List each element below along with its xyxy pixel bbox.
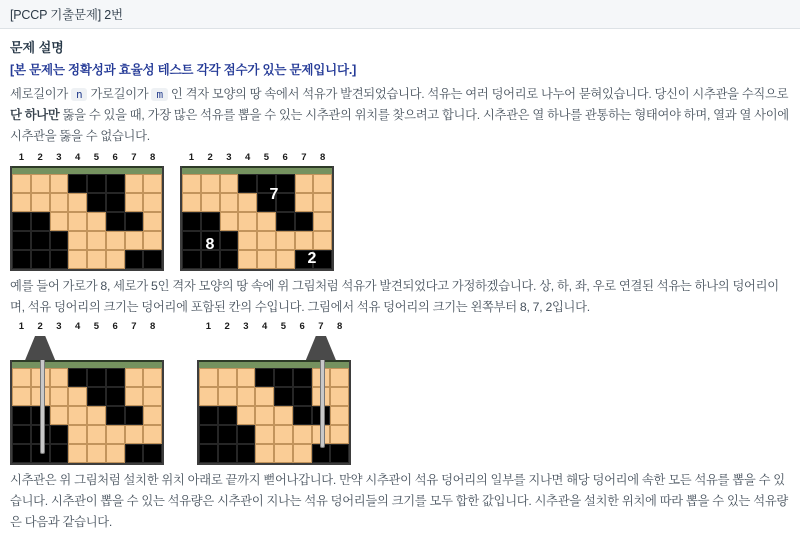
derrick-zone (197, 335, 351, 360)
oil-grid-labeled (180, 152, 334, 271)
soil-cell (182, 193, 201, 212)
soil-cell (201, 193, 220, 212)
soil-cell (255, 444, 274, 463)
oil-cell (31, 212, 50, 231)
soil-cell (31, 193, 50, 212)
example-paragraph: 예를 들어 가로가 8, 세로가 5인 격자 모양의 땅 속에 위 그림처럼 석유가 발견되었다고 가정하겠습니다. 상, 하, 좌, 우로 연결된 석유는 하나의 덩어리이며, 석유 덩어리의 크기는 덩어리에 포함된 칸의 수입니다. 그림에서 석유 덩어리의 크기는 왼쪽부터 8, 7, 2입니다. (10, 279, 779, 314)
soil-cell (293, 444, 312, 463)
text-run: 인 격자 모양의 땅 속에서 석유가 발견되었습니다. 석유는 여러 덩어리로 나누어 묻혀있습니다. 당신이 시추관을 수직으로 (167, 87, 789, 101)
oil-grid-drill-col7 (197, 321, 351, 465)
soil-cell (274, 444, 293, 463)
soil-cell (237, 368, 256, 387)
oil-cell (87, 174, 106, 193)
soil-cell (125, 387, 144, 406)
deposit-size-label: 8 (205, 236, 215, 253)
derrick-zone (10, 335, 164, 360)
oil-cell (68, 368, 87, 387)
soil-cell (201, 174, 220, 193)
ground-surface-bar (12, 360, 162, 368)
soil-cell (12, 368, 31, 387)
soil-cell (50, 368, 69, 387)
oil-cell (182, 231, 201, 250)
oil-cell (87, 387, 106, 406)
column-number-label: 7 (131, 152, 137, 163)
oil-cell (143, 250, 162, 269)
soil-cell (50, 406, 69, 425)
oil-cell (182, 212, 201, 231)
column-number-label: 2 (207, 152, 213, 163)
soil-cell (276, 250, 295, 269)
soil-cell (313, 193, 332, 212)
column-number-label: 6 (112, 321, 118, 332)
grid-body (197, 360, 351, 465)
deposit-size-label: 7 (269, 186, 279, 203)
soil-cell (220, 174, 239, 193)
soil-cell (238, 193, 257, 212)
soil-cell (143, 387, 162, 406)
oil-cell (274, 387, 293, 406)
soil-cell (125, 174, 144, 193)
oil-grid-plain (10, 152, 164, 271)
oil-cell (199, 406, 218, 425)
text-run: 가로길이가 (87, 87, 152, 101)
oil-cell (293, 406, 312, 425)
soil-cell (68, 250, 87, 269)
ground-surface-bar (12, 166, 162, 174)
column-number-label: 4 (261, 321, 268, 332)
column-number-label: 8 (319, 152, 326, 163)
column-number-label: 5 (280, 321, 287, 332)
figure-drill-grids (10, 321, 790, 465)
oil-cell (330, 444, 349, 463)
soil-cell (143, 406, 162, 425)
drill-pipe-icon (40, 354, 45, 454)
soil-cell (50, 387, 69, 406)
titlebar (0, 0, 800, 29)
oil-cell (50, 444, 69, 463)
column-number-label: 1 (188, 152, 195, 163)
scoring-notice: [본 문제는 정확성과 효율성 테스트 각각 점수가 있는 문제입니다.] (10, 63, 357, 77)
oil-cell (106, 406, 125, 425)
column-number-label: 7 (318, 321, 324, 332)
oil-cell (12, 212, 31, 231)
column-number-label: 7 (301, 152, 307, 163)
soil-cell (68, 387, 87, 406)
soil-cell (255, 406, 274, 425)
column-numbers (180, 152, 334, 164)
soil-cell (87, 425, 106, 444)
soil-cell (255, 387, 274, 406)
soil-cell (125, 193, 144, 212)
soil-cell (238, 231, 257, 250)
soil-cell (68, 425, 87, 444)
oil-cell (12, 250, 31, 269)
oil-cell (255, 368, 274, 387)
oil-cell (12, 406, 31, 425)
soil-cell (87, 231, 106, 250)
oil-cell (68, 174, 87, 193)
oil-cell (106, 193, 125, 212)
soil-cell (293, 425, 312, 444)
soil-cell (125, 425, 144, 444)
column-number-label: 6 (299, 321, 305, 332)
soil-cell (125, 368, 144, 387)
soil-cell (313, 174, 332, 193)
cells-area (12, 174, 162, 269)
column-number-label: 6 (112, 152, 118, 163)
column-number-label: 2 (37, 152, 43, 163)
soil-cell (87, 444, 106, 463)
soil-cell (106, 425, 125, 444)
column-number-label: 3 (56, 321, 62, 332)
oil-cell (201, 212, 220, 231)
oil-cell (199, 425, 218, 444)
cells-area (182, 174, 332, 269)
soil-cell (330, 368, 349, 387)
oil-cell (276, 212, 295, 231)
drill-paragraph: 시추관은 위 그림처럼 설치한 위치 아래로 끝까지 뻗어나갑니다. 만약 시추관이 석유 덩어리의 일부를 지나면 해당 덩어리에 속한 모든 석유를 뽑을 수 있습니다. 시추관이 뽑을 수 있는 석유량은 시추관이 지나는 석유 덩어리들의 크기를 모두 합한 값입니다. 시추관을 설치한 위치에 따라 뽑을 수 있는 석유량은 다음과 같습니다. (10, 473, 788, 529)
soil-cell (125, 231, 144, 250)
oil-cell (274, 368, 293, 387)
column-number-label: 8 (149, 152, 156, 163)
column-number-label: 5 (93, 321, 100, 332)
soil-cell (257, 250, 276, 269)
oil-cell (12, 231, 31, 250)
soil-cell (68, 193, 87, 212)
text-run: 세로길이가 (10, 87, 72, 101)
column-number-label: 3 (226, 152, 232, 163)
text-run: 뚫을 수 있을 때, 가장 많은 석유를 뽑을 수 있는 시추관의 위치를 찾으려고 합니다. 시추관은 열 하나를 관통하는 형태여야 하며, 열과 열 사이에 시추관을 뚫을 수 없습니다. (10, 108, 789, 143)
oil-cell (199, 444, 218, 463)
oil-cell (276, 174, 295, 193)
oil-cell (220, 250, 239, 269)
column-number-label: 5 (263, 152, 270, 163)
oil-cell (12, 444, 31, 463)
oil-cell (143, 444, 162, 463)
grid-body (10, 360, 164, 465)
soil-cell (12, 387, 31, 406)
soil-cell (218, 387, 237, 406)
cells-area (199, 368, 349, 463)
soil-cell (143, 193, 162, 212)
soil-cell (106, 250, 125, 269)
soil-cell (274, 406, 293, 425)
ground-surface-bar (182, 166, 332, 174)
oil-cell (220, 231, 239, 250)
section-heading: 문제 설명 (10, 40, 64, 55)
oil-cell (237, 425, 256, 444)
soil-cell (106, 444, 125, 463)
oil-cell (125, 444, 144, 463)
soil-cell (257, 231, 276, 250)
soil-cell (143, 212, 162, 231)
soil-cell (87, 212, 106, 231)
column-number-label: 3 (56, 152, 62, 163)
column-number-label: 3 (243, 321, 249, 332)
oil-cell (87, 193, 106, 212)
drill-derrick-icon (25, 336, 55, 360)
column-number-label: 7 (131, 321, 137, 332)
soil-cell (199, 368, 218, 387)
soil-cell (182, 174, 201, 193)
bold-text: 단 하나만 (10, 108, 60, 122)
figure-oil-grids (10, 152, 790, 271)
oil-cell (106, 387, 125, 406)
soil-cell (237, 387, 256, 406)
soil-cell (330, 425, 349, 444)
oil-cell (237, 444, 256, 463)
soil-cell (68, 231, 87, 250)
soil-cell (238, 212, 257, 231)
soil-cell (143, 174, 162, 193)
oil-cell (50, 250, 69, 269)
soil-cell (68, 444, 87, 463)
oil-cell (12, 425, 31, 444)
column-number-label: 6 (282, 152, 288, 163)
grid-body (10, 166, 164, 271)
soil-cell (50, 174, 69, 193)
column-numbers (197, 321, 351, 333)
deposit-size-label: 2 (307, 250, 317, 267)
oil-cell (238, 174, 257, 193)
soil-cell (68, 406, 87, 425)
drill-derrick-icon (306, 336, 336, 360)
oil-cell (31, 250, 50, 269)
column-number-label: 2 (37, 321, 43, 332)
inline-code: n (71, 88, 87, 101)
soil-cell (12, 193, 31, 212)
drill-pipe-icon (320, 354, 325, 448)
column-number-label: 4 (244, 152, 251, 163)
soil-cell (276, 231, 295, 250)
intro-paragraph (10, 84, 790, 147)
oil-cell (31, 231, 50, 250)
soil-cell (220, 193, 239, 212)
column-number-label: 4 (74, 321, 81, 332)
page-title: [PCCP 기출문제] 2번 (10, 8, 123, 22)
column-number-label: 1 (205, 321, 212, 332)
soil-cell (220, 212, 239, 231)
oil-cell (106, 368, 125, 387)
soil-cell (313, 212, 332, 231)
soil-cell (295, 193, 314, 212)
column-number-label: 8 (149, 321, 156, 332)
grid-body (180, 166, 334, 271)
soil-cell (199, 387, 218, 406)
oil-cell (218, 425, 237, 444)
column-number-label: 1 (18, 152, 25, 163)
oil-cell (125, 212, 144, 231)
oil-cell (106, 212, 125, 231)
soil-cell (257, 212, 276, 231)
column-number-label: 1 (18, 321, 25, 332)
oil-cell (50, 425, 69, 444)
soil-cell (12, 174, 31, 193)
soil-cell (330, 387, 349, 406)
soil-cell (106, 231, 125, 250)
soil-cell (50, 212, 69, 231)
column-numbers (10, 321, 164, 333)
soil-cell (295, 231, 314, 250)
oil-cell (293, 387, 312, 406)
oil-cell (218, 406, 237, 425)
oil-cell (125, 250, 144, 269)
oil-grid-drill-col2 (10, 321, 164, 465)
soil-cell (255, 425, 274, 444)
soil-cell (143, 425, 162, 444)
soil-cell (87, 250, 106, 269)
cells-area (12, 368, 162, 463)
column-numbers (10, 152, 164, 164)
problem-description (0, 40, 800, 533)
ground-surface-bar (199, 360, 349, 368)
soil-cell (237, 406, 256, 425)
soil-cell (238, 250, 257, 269)
soil-cell (143, 368, 162, 387)
soil-cell (274, 425, 293, 444)
oil-cell (293, 368, 312, 387)
oil-cell (87, 368, 106, 387)
column-number-label: 8 (336, 321, 343, 332)
soil-cell (218, 368, 237, 387)
oil-cell (125, 406, 144, 425)
soil-cell (143, 231, 162, 250)
oil-cell (50, 231, 69, 250)
oil-cell (182, 250, 201, 269)
soil-cell (87, 406, 106, 425)
soil-cell (313, 231, 332, 250)
soil-cell (31, 174, 50, 193)
column-number-label: 2 (224, 321, 230, 332)
soil-cell (50, 193, 69, 212)
column-number-label: 4 (74, 152, 81, 163)
oil-cell (276, 193, 295, 212)
soil-cell (295, 174, 314, 193)
oil-cell (106, 174, 125, 193)
soil-cell (330, 406, 349, 425)
oil-cell (295, 212, 314, 231)
inline-code: m (151, 88, 167, 101)
oil-cell (218, 444, 237, 463)
column-number-label: 5 (93, 152, 100, 163)
soil-cell (68, 212, 87, 231)
